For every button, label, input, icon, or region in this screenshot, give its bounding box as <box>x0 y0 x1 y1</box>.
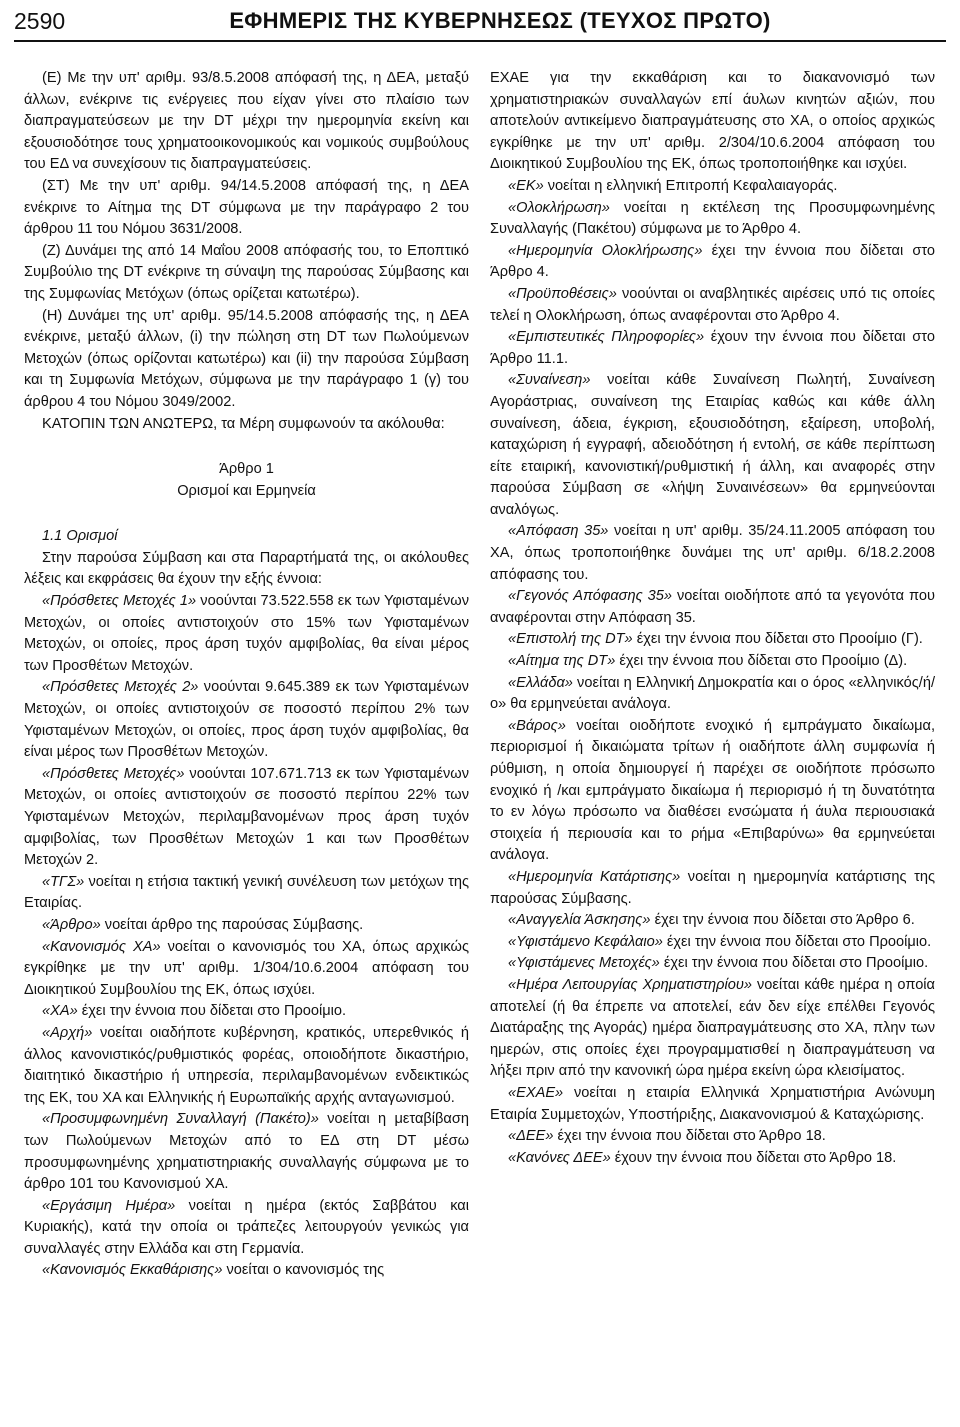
definition-term: «ΕΚ» <box>508 177 544 194</box>
definition-term: «Υφιστάμενο Κεφάλαιο» <box>508 933 663 950</box>
definition-text: νοείται οιοδήποτε από τα γεγονότα που αναφέρονται στην Απόφαση 35. <box>490 588 935 626</box>
definition-term: «Πρόσθετες Μετοχές» <box>42 765 185 782</box>
definition-text: έχει την έννοια που δίδεται στο Άρθρο 4. <box>490 242 935 281</box>
definition <box>490 629 935 651</box>
definition-text: έχουν την έννοια που δίδεται στο Άρθρο 11.1. <box>490 329 935 367</box>
definition-term: «ΧΑ» <box>42 1003 78 1020</box>
definition-text: έχει την έννοια που δίδεται στο Άρθρο 6. <box>650 912 915 929</box>
definition-term: «Ελλάδα» <box>508 674 573 691</box>
definition-term: «Προϋποθέσεις» <box>508 285 617 302</box>
definition-text: νοείται άρθρο της παρούσας Σύμβασης. <box>100 916 364 933</box>
definition-text: νοείται η υπ' αριθμ. 35/24.11.2005 απόφαση του ΧΑ, όπως τροποποιήθηκε δυνάμει της υπ' αριθμ. 6/18.2.2008 απόφασης του. <box>490 523 935 583</box>
definition <box>24 937 469 1002</box>
definition <box>24 591 469 677</box>
definition-term: «Ημέρα Λειτουργίας Χρηματιστηρίου» <box>508 976 752 993</box>
definition <box>490 521 935 586</box>
definition-term: «Κανόνες ΔΕΕ» <box>508 1149 611 1166</box>
definition <box>24 1023 469 1109</box>
definition <box>490 1083 935 1126</box>
definition-text: έχει την έννοια που δίδεται στο Προοίμιο (Γ). <box>632 631 923 648</box>
recital-z: (Ζ) Δυνάμει της από 14 Μαΐου 2008 απόφασής του, το Εποπτικό Συμβούλιο της DT ενέκρινε τη σύναψη της παρούσας Σύμβασης και της Συμφωνίας Μετόχων (όπως ορίζεται κατωτέρω). <box>24 242 469 302</box>
definition <box>490 1148 935 1170</box>
definition-term: «Εμπιστευτικές Πληροφορίες» <box>508 329 705 346</box>
definition <box>490 953 935 975</box>
definition <box>490 241 935 284</box>
definition-term: «Βάρος» <box>508 717 566 734</box>
definition-term: «Επιστολή της DT» <box>508 631 633 648</box>
definition-text: έχει την έννοια που δίδεται στο Προοίμιο. <box>662 933 932 950</box>
definition-text: νοείται η μεταβίβαση των Πωλούμενων Μετοχών από το ΕΔ στη DT μέσω προσυμφωνημένης χρηματιστηριακής συναλλαγής σύμφωνα με το άρθρο 101 του Κανονισμού ΧΑ. <box>24 1111 469 1193</box>
definition-term: «Γεγονός Απόφασης 35» <box>508 588 672 605</box>
recital-st: (ΣΤ) Με την υπ' αριθμ. 94/14.5.2008 απόφασή της, η ΔΕΑ ενέκρινε το Αίτημα της DT σύμφωνα με την παράγραφο 2 του άρθρου 11 του Νόμου 3631/2008. <box>24 177 469 238</box>
definition-text: νοείται η ημέρα (εκτός Σαββάτου και Κυριακής), κατά την οποία οι τράπεζες λειτουργούν γενικώς για συναλλαγές στην Ελλάδα και στη Γερμανία. <box>24 1197 469 1257</box>
definition-term: «Αίτημα της DT» <box>508 653 616 670</box>
definition <box>490 651 935 673</box>
agreement-intro: ΚΑΤΟΠΙΝ ΤΩΝ ΑΝΩΤΕΡΩ, τα Μέρη συμφωνούν τα ακόλουθα: <box>42 415 445 432</box>
definition <box>490 716 935 867</box>
page-header <box>14 2 946 42</box>
definition-text: νοείται οιαδήποτε κυβέρνηση, κρατικός, υπερεθνικός ή άλλος κανονιστικός/ρυθμιστικός φορέας, οποιοδήποτε δικαστήριο, διαιτητικό δικαστήριο ή υπηρεσία, περιλαμβανομένων ενδεικτικώς της ΕΚ, του ΧΑ και Ελληνικής ή Ευρωπαϊκής αρχής ανταγωνισμού. <box>24 1024 469 1106</box>
definition-text: νοούνται 9.645.389 εκ των Υφισταμένων Μετοχών, οι οποίες αντιστοιχούν σε ποσοστό περίπου 2% των Υφισταμένων Μετοχών, οι οποίες, προς άρση τυχόν αμφιβολίας, θα είναι μέρος των Προσθέτων Μετοχών. <box>24 679 469 761</box>
definition-text: νοείται η ελληνική Επιτροπή Κεφαλαιαγοράς. <box>543 177 838 194</box>
definition-text: έχουν την έννοια που δίδεται στο Άρθρο 18. <box>610 1149 897 1166</box>
definition <box>490 673 935 716</box>
page-number: 2590 <box>14 7 66 34</box>
definition-term: «Εργάσιμη Ημέρα» <box>42 1197 176 1214</box>
definition <box>490 910 935 932</box>
definition-text: νοείται οιοδήποτε ενοχικό ή εμπράγματο δικαίωμα, περιορισμοί ή δικαιώματα τρίτων ή οιαδήποτε άλλη συμφωνία ή ρύθμιση, η οποία δημιουργεί ή παρέχει σε οιοδήποτε πρόσωπο ενοχικό ή /και εμπράγματο δικαίωμα ή περιορισμό ή τη δυνατότητα το εν λόγω πρόσωπο να διαθέσει ενσώματα ή άυλα περιουσιακά στοιχεία ή περιουσία και το ρήμα «Επιβαρύνω» θα ερμηνεύεται ανάλογα. <box>490 717 935 864</box>
definition-text: έχει την έννοια που δίδεται στο Προοίμιο (Δ). <box>615 653 908 670</box>
definition-term: «Κανονισμός ΧΑ» <box>42 938 161 955</box>
definition <box>490 975 935 1083</box>
definition-term: «Υφιστάμενες Μετοχές» <box>508 955 660 972</box>
definition-text: έχει την έννοια που δίδεται στο Προοίμιο. <box>77 1003 347 1020</box>
definition-text: νοείται η ημερομηνία κατάρτισης της παρούσας Σύμβασης. <box>490 868 935 907</box>
definition <box>490 176 935 198</box>
definition <box>24 677 469 763</box>
gazette-title: ΕΦΗΜΕΡΙΣ ΤΗΣ ΚΥΒΕΡΝΗΣΕΩΣ (ΤΕΥΧΟΣ ΠΡΩΤΟ) <box>229 8 771 33</box>
definition-term: «Ημερομηνία Ολοκλήρωσης» <box>508 242 703 259</box>
definition-text: νοείται κάθε ημέρα η οποία αποτελεί (ή θα έπρεπε να αποτελεί, εάν δεν είχε επέλθει Γεγονός Διατάραξης της Αγοράς) ημέρα διαπραγμάτευσης στο ΧΑ, πλην των ημερών, στις οποίες έχει προγραμματισθεί η διαπραγμάτευση να λήξει πριν από την κανονική ώρα ημέρα εκείνη ώρα κλεισίματος. <box>490 976 935 1080</box>
definition-term: «Άρθρο» <box>42 916 101 933</box>
definition <box>490 198 935 241</box>
definition <box>490 327 935 370</box>
definition <box>24 1196 469 1261</box>
definitions-intro: Στην παρούσα Σύμβαση και στα Παραρτήματά της, οι ακόλουθες λέξεις και εκφράσεις θα έχουν την εξής έννοια: <box>24 549 469 588</box>
definition-text: έχει την έννοια που δίδεται στο Προοίμιο. <box>659 955 929 972</box>
right-column <box>490 68 935 1169</box>
definition-text: νοείται ο κανονισμός του ΧΑ, όπως αρχικώς εγκρίθηκε με την υπ' αριθμ. 1/304/10.6.2004 απόφαση του Διοικητικού Συμβουλίου της ΕΚ, όπως ισχύει. <box>24 938 469 998</box>
definition-text: νοούνται 107.671.713 εκ των Υφισταμένων Μετοχών, οι οποίες αντιστοιχούν σε ποσοστό περίπου 22% των Υφισταμένων Μετοχών, περιλαμβανομένων προς άρση τυχόν αμφιβολίας, των Προσθέτων Μετοχών 1 και των Προσθέτων Μετοχών 2. <box>24 765 469 869</box>
definition <box>24 872 469 915</box>
definition-term: «ΤΓΣ» <box>42 873 85 890</box>
definition-term: «Κανονισμός Εκκαθάρισης» <box>42 1262 223 1279</box>
definition-term: «ΕΧΑΕ» <box>508 1084 564 1101</box>
section-heading: 1.1 Ορισμοί <box>42 528 118 545</box>
definition <box>490 586 935 629</box>
left-column <box>24 68 469 1282</box>
definition-term: «Προσυμφωνημένη Συναλλαγή (Πακέτο)» <box>42 1111 319 1128</box>
article-subtitle: Ορισμοί και Ερμηνεία <box>177 482 316 499</box>
definition-term: «Ολοκλήρωση» <box>508 199 610 216</box>
definition-term: «ΔΕΕ» <box>508 1128 554 1145</box>
definition <box>490 1126 935 1148</box>
definition-text: νοούνται 73.522.558 εκ των Υφισταμένων Μετοχών, οι οποίες αντιστοιχούν στο 15% των Υφισταμένων Μετοχών, οι οποίες, προς άρση τυχόν αμφιβολίας, θα είναι μέρος των Προσθέτων Μετοχών. <box>24 593 469 674</box>
article-title: Άρθρο 1 <box>219 461 274 478</box>
definition-term: «Πρόσθετες Μετοχές 1» <box>42 593 197 610</box>
definition <box>24 1109 469 1195</box>
definition <box>24 1260 469 1282</box>
definition-text: νοούνται οι αναβλητικές αιρέσεις υπό τις οποίες τελεί η Ολοκλήρωση, όπως αναφέρονται στο Άρθρο 4. <box>490 285 935 324</box>
definition-term: «Απόφαση 35» <box>508 523 609 540</box>
definition <box>490 370 935 521</box>
definition <box>490 867 935 910</box>
definition-continuation: ΕΧΑΕ για την εκκαθάριση και το διακανονισμό των χρηματιστηριακών συναλλαγών επί άυλων κινητών αξιών, που αποτελούν αντικείμενο διαπραγμάτευσης στο ΧΑ, ο οποίος αρχικώς εγκρίθηκε με την υπ' αριθμ. 2/304/10.6.2004 απόφαση του Διοικητικού Συμβουλίου της ΕΚ, όπως τροποποιήθηκε και ισχύει. <box>490 70 935 173</box>
definition <box>24 764 469 872</box>
definition-text: νοείται η ετήσια τακτική γενική συνέλευση των μετόχων της Εταιρίας. <box>24 873 469 912</box>
definition-term: «Αναγγελία Άσκησης» <box>508 912 651 929</box>
definition <box>24 1001 469 1023</box>
definition-term: «Πρόσθετες Μετοχές 2» <box>42 679 199 696</box>
definition-text: νοείται κάθε Συναίνεση Πωλητή, Συναίνεση Αγοράστριας, συναίνεση της Εταιρίας καθώς και κάθε άλλη συναίνεση, άδεια, έγκριση, εξουσιοδότηση, εξαίρεση, υποβολή, καταχώριση ή εγγραφή, αδειοδότηση ή εντολή, σε κάθε περίπτωση είτε εταιρική, κανονιστική/ρυθμιστική ή άλλη, και αναφορές στην παρούσα Σύμβαση σε «λήψη Συναινέσεων» θα ερμηνεύονται αναλόγως. <box>490 372 935 518</box>
definition <box>24 915 469 937</box>
definition-text: έχει την έννοια που δίδεται στο Άρθρο 18. <box>553 1128 826 1145</box>
definition-text: νοείται η Ελληνική Δημοκρατία και ο όρος «ελληνικός/ή/ο» θα ερμηνεύεται ανάλογα. <box>490 674 935 713</box>
definition-text: νοείται η εκτέλεση της Προσυμφωνημένης Συναλλαγής (Πακέτου) σύμφωνα με το Άρθρο 4. <box>490 199 935 238</box>
definition <box>490 932 935 954</box>
definition-text: νοείται η εταιρία Ελληνικά Χρηματιστήρια Ανώνυμη Εταιρία Συμμετοχών, Υποστήριξης, Διακανονισμού & Καταχώρισης. <box>490 1084 935 1123</box>
definition <box>490 284 935 327</box>
definition-term: «Ημερομηνία Κατάρτισης» <box>508 868 681 885</box>
recital-h: (Η) Δυνάμει της υπ' αριθμ. 95/14.5.2008 απόφασής της, η ΔΕΑ ενέκρινε, μεταξύ άλλων, (i) την πώληση στη DT των Πωλούμενων Μετοχών (όπως ορίζονται κατωτέρω) και (ii) την παρούσα Σύμβαση και τη Συμφωνία Μετόχων, σύμφωνα με την παράγραφο 1 (γ) του άρθρου 4 του Νόμου 3049/2002. <box>24 307 469 410</box>
definition-term: «Αρχή» <box>42 1024 93 1041</box>
definition-text: νοείται ο κανονισμός της <box>222 1262 385 1279</box>
definition-term: «Συναίνεση» <box>508 372 591 389</box>
recital-e: (Ε) Με την υπ' αριθμ. 93/8.5.2008 απόφασή της, η ΔΕΑ, μεταξύ άλλων, ενέκρινε τις ενέργειες που είχαν γίνει στο πλαίσιο των διαπραγματεύσεων με την DT μέχρι την ημερομηνία εκείνη και εξουσιοδότησε τους χρηματοοικονομικούς και νομικούς συμβούλους του ΕΔ να συνεχίσουν τις διαπραγματεύσεις. <box>24 70 469 173</box>
